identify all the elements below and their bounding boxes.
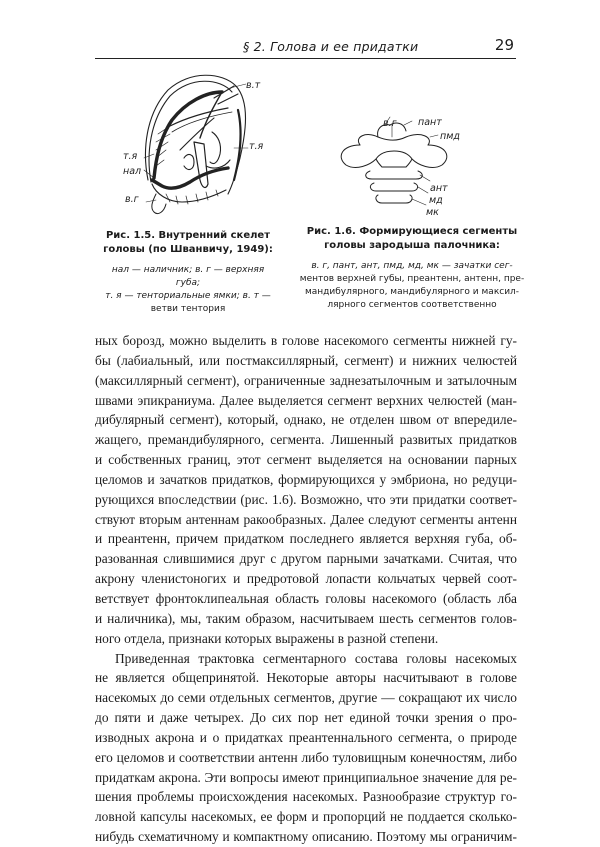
text-line: до пяти и даже четырех. До сих пор нет единой точки зрения о про-	[95, 710, 517, 726]
text-line: и преантенн, причем придатком последнего является верхняя губа, об-	[95, 531, 517, 547]
text-line: ловной капсулы насекомых, ее форм и пропорций не поддается сколько-	[95, 809, 517, 825]
text-line: бы (лабиальный, или постмаксиллярный, сегмент) и нижних челюстей	[95, 352, 517, 368]
text-line: его целомов и соответствии антенн либо туловищным конечностям, либо	[95, 749, 517, 765]
paragraph	[95, 649, 517, 847]
running-header	[95, 38, 516, 59]
text-line: разованная слившимися друг с другом парными зачатками. Считая, что	[95, 551, 517, 567]
text-line: целомов и зачатков придатков, формирующихся у эмбриона, но редуци-	[95, 471, 517, 487]
body-text	[95, 331, 517, 847]
page-number: 29	[494, 36, 514, 54]
section-title: § 2. Голова и ее придатки	[243, 39, 419, 54]
figure-1-6-caption	[293, 225, 531, 312]
text-line: нибудь схематичному и компактному описанию. Поэтому мы ограничим-	[95, 829, 517, 845]
fig-1-5-label-vg: в.г	[125, 194, 139, 205]
fig-1-6-label-ant: ант	[430, 183, 448, 194]
legend-line: лярного сегментов соответственно	[327, 300, 497, 310]
text-line: Приведенная трактовка сегментарного состава головы насекомых	[115, 650, 517, 666]
text-line: ветствует фронтоклипеальная область головы насекомого (область лба	[95, 590, 517, 606]
paragraph-continued	[95, 331, 517, 649]
legend-line: мандибулярного, мандибулярного и максил-	[304, 287, 520, 297]
figure-1-5-caption	[100, 229, 276, 316]
text-line: шения проблемы происхождения насекомых. Разнообразие структур го-	[95, 789, 517, 805]
text-line: (максиллярный сегмент), ограниченные заднезатылочным и затылочным	[95, 372, 517, 388]
text-line: и наличника), мы, таким образом, насчитываем шесть сегментов голов-	[95, 610, 517, 626]
text-line: ных борозд, можно выделить в голове насекомого сегменты нижней гу-	[95, 333, 517, 348]
legend-line: т. я — тенториальные ямки; в. т —	[105, 291, 271, 301]
text-line: ствуют вторым антеннам ракообразных. Далее следуют сегменты антенн	[95, 511, 517, 527]
text-line: швами эпикраниума. Далее выделяется сегмент верхних челюстей (ман-	[95, 392, 517, 408]
text-line: акрону членистоногих и предротовой лопасти кольчатых червей соот-	[95, 571, 517, 587]
legend-line: ментов верхней губы, преантенн, антенн, пре-	[299, 274, 525, 284]
fig-1-5-label-vt: в.т	[246, 80, 261, 91]
text-line: ного отдела, признаки которых выражены в разной степени.	[95, 630, 439, 646]
fig-1-6-label-pmd: пмд	[440, 131, 460, 142]
legend-line: в. г, пант, ант, пмд, мд, мк — зачатки сег-	[311, 261, 513, 271]
legend-line: ветви тентория	[150, 304, 226, 314]
text-line: насекомых до семи отдельных сегментов, другие — сокращают их число	[95, 690, 517, 706]
figure-1-6-legend	[293, 260, 531, 312]
fig-1-6-label-vg: в.г	[383, 118, 397, 129]
fig-1-6-label-pant: пант	[418, 117, 442, 128]
text-line: и собственных границ, этот сегмент выделяется на основании парных	[95, 452, 517, 468]
fig-1-5-label-tya-right: т.я	[249, 141, 264, 152]
text-line: придаткам акрона. Эти вопросы имеют принципиальное значение для ре-	[95, 769, 517, 785]
caption-title-line: Рис. 1.5. Внутренний скелет	[105, 230, 271, 241]
legend-line: нал — наличник; в. г — верхняя губа;	[111, 265, 265, 288]
fig-1-5-label-tya-left: т.я	[123, 151, 138, 162]
fig-1-6-label-mk: мк	[426, 207, 439, 218]
text-line: жащего, премандибулярного, сегмента. Лишенный развитых придатков	[95, 432, 517, 448]
text-line: не является общепринятой. Некоторые авторы насчитывают в голове	[95, 670, 517, 686]
caption-title-line: головы (по Шванвичу, 1949):	[103, 244, 273, 255]
text-line: рующихся впоследствии (рис. 1.6). Возможно, что эти придатки соответ-	[95, 491, 517, 507]
text-line: дибулярный сегмент), который, однако, не отделен швом от впередиле-	[95, 412, 517, 428]
fig-1-5-label-nal: нал	[123, 166, 142, 177]
text-line: изводных акрона и о придатках преантеннального сегмента, о природе	[95, 729, 517, 745]
fig-1-6-label-md: мд	[429, 195, 443, 206]
caption-title-line: Рис. 1.6. Формирующиеся сегменты	[306, 226, 518, 237]
caption-title-line: головы зародыша палочника:	[324, 240, 500, 251]
figure-1-5-legend	[100, 264, 276, 316]
